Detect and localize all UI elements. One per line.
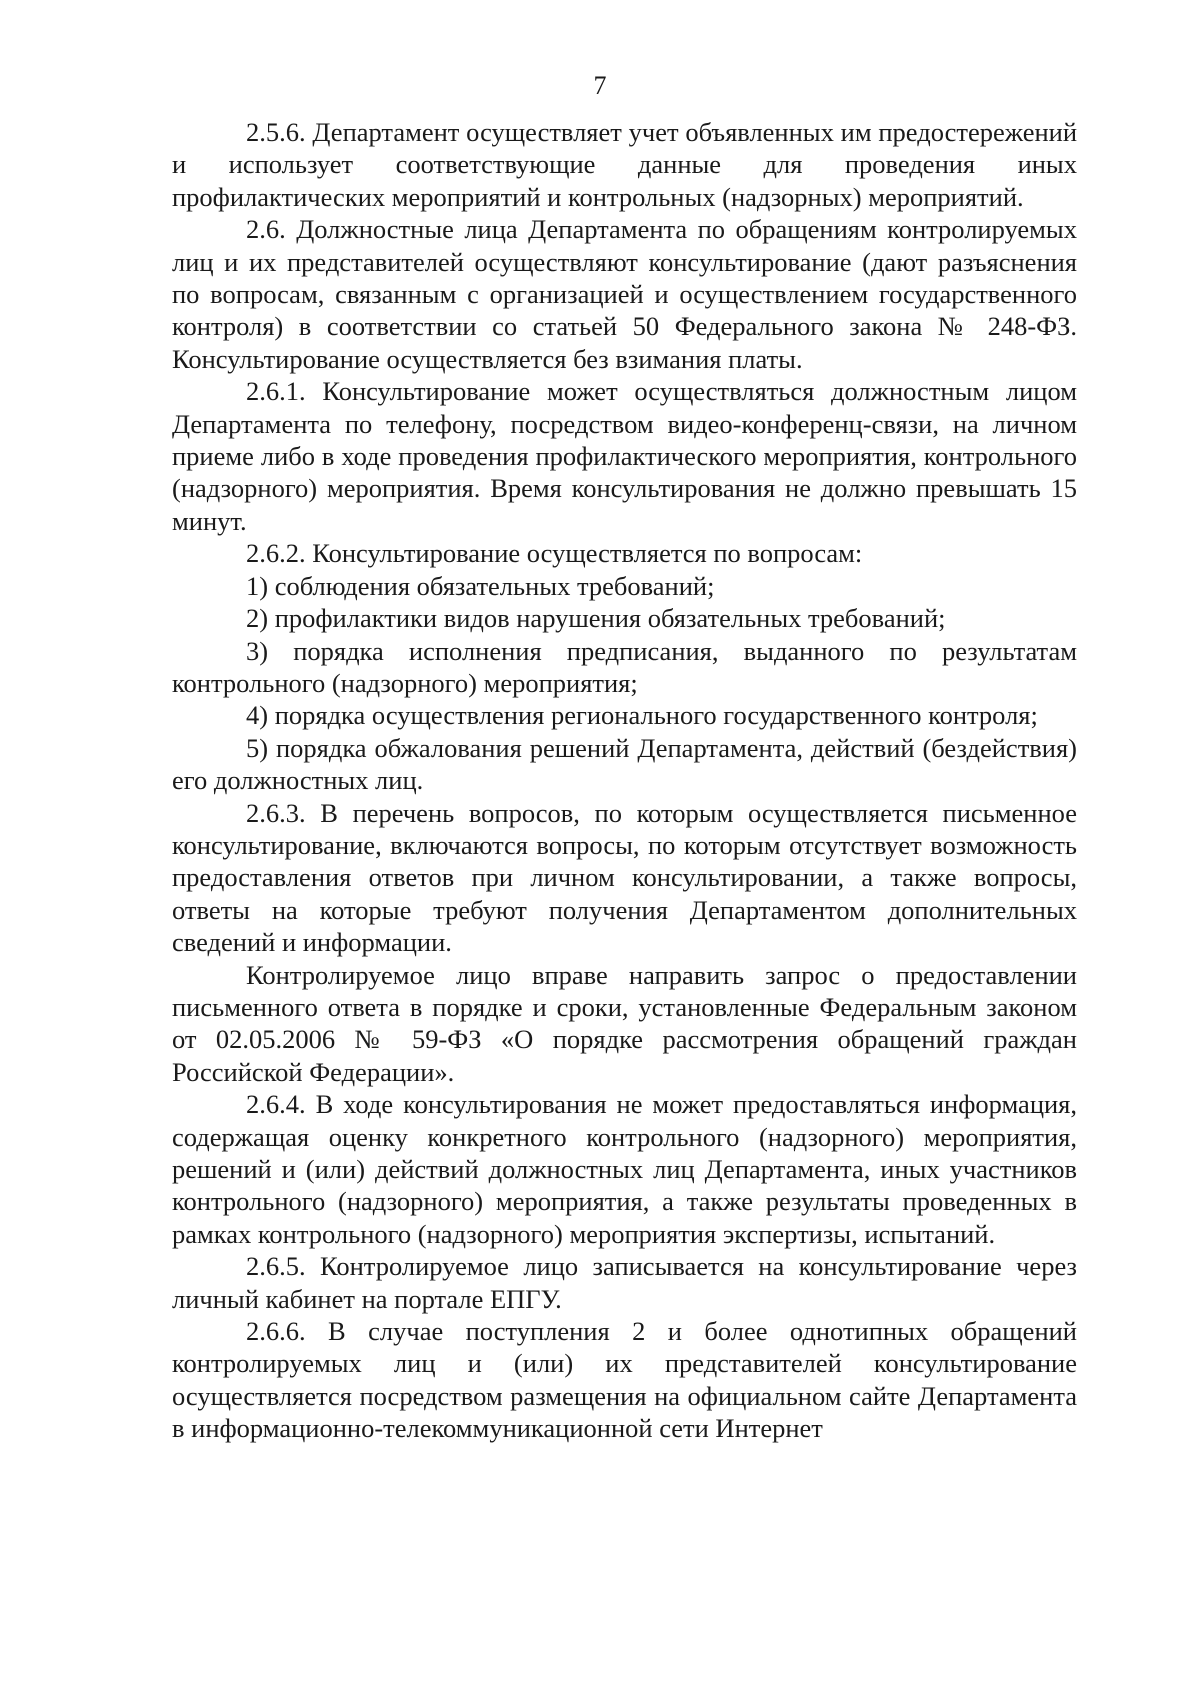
paragraph-2-6-5: 2.6.5. Контролируемое лицо записывается на консультирование через личный кабинет на портале ЕПГУ.	[172, 1251, 1077, 1314]
paragraph-2-6-4: 2.6.4. В ходе консультирования не может предоставляться информация, содержащая оценку конкретного контрольного (надзорного) мероприятия, решений и (или) действий должностных лиц Департамента, иных участников контрольного (надзорного) мероприятия, а также результаты проведенных в рамках контрольного (надзорного) мероприятия экспертизы, испытаний.	[172, 1089, 1077, 1249]
paragraph-2-6-6: 2.6.6. В случае поступления 2 и более однотипных обращений контролируемых лиц и (или) их представителей консультирование осуществляется посредством размещения на официальном сайте Департамента в информационно-телекоммуникационной сети Интернет	[172, 1316, 1077, 1444]
list-item-3: 3) порядка исполнения предписания, выданного по результатам контрольного (надзорного) мероприятия;	[172, 635, 1077, 698]
list-item-2: 2) профилактики видов нарушения обязательных требований;	[246, 603, 946, 634]
list-item-1: 1) соблюдения обязательных требований;	[246, 570, 715, 601]
paragraph-written-request: Контролируемое лицо вправе направить запрос о предоставлении письменного ответа в порядке и сроки, установленные Федеральным законом от 02.05.2006 № 59-ФЗ «О порядке рассмотрения обращений граждан Российской Федерации».	[172, 959, 1077, 1087]
document-body	[172, 116, 1077, 1445]
page-number: 7	[593, 71, 607, 100]
paragraph-2-6-2: 2.6.2. Консультирование осуществляется по вопросам:	[246, 538, 863, 569]
paragraph-2-5-6: 2.5.6. Департамент осуществляет учет объявленных им предостережений и использует соответствующие данные для проведения иных профилактических мероприятий и контрольных (надзорных) мероприятий.	[172, 117, 1077, 212]
paragraph-2-6-3: 2.6.3. В перечень вопросов, по которым осуществляется письменное консультирование, включаются вопросы, по которым отсутствует возможность предоставления ответов при личном консультировании, а также вопросы, ответы на которые требуют получения Департаментом дополнительных сведений и информации.	[172, 797, 1077, 958]
list-item-5: 5) порядка обжалования решений Департамента, действий (бездействия) его должностных лиц.	[172, 732, 1077, 796]
paragraph-2-6: 2.6. Должностные лица Департамента по обращениям контролируемых лиц и их представителей осуществляют консультирование (дают разъяснения по вопросам, связанным с организацией и осуществлением государственного контроля) в соответствии со статьей 50 Федерального закона № 248-ФЗ. Консультирование осуществляется без взимания платы.	[172, 214, 1077, 374]
list-item-4: 4) порядка осуществления регионального государственного контроля;	[246, 700, 1038, 731]
paragraph-2-6-1: 2.6.1. Консультирование может осуществляться должностным лицом Департамента по телефону, посредством видео-конференц-связи, на личном приеме либо в ходе проведения профилактического мероприятия, контрольного (надзорного) мероприятия. Время консультирования не должно превышать 15 минут.	[172, 376, 1077, 536]
